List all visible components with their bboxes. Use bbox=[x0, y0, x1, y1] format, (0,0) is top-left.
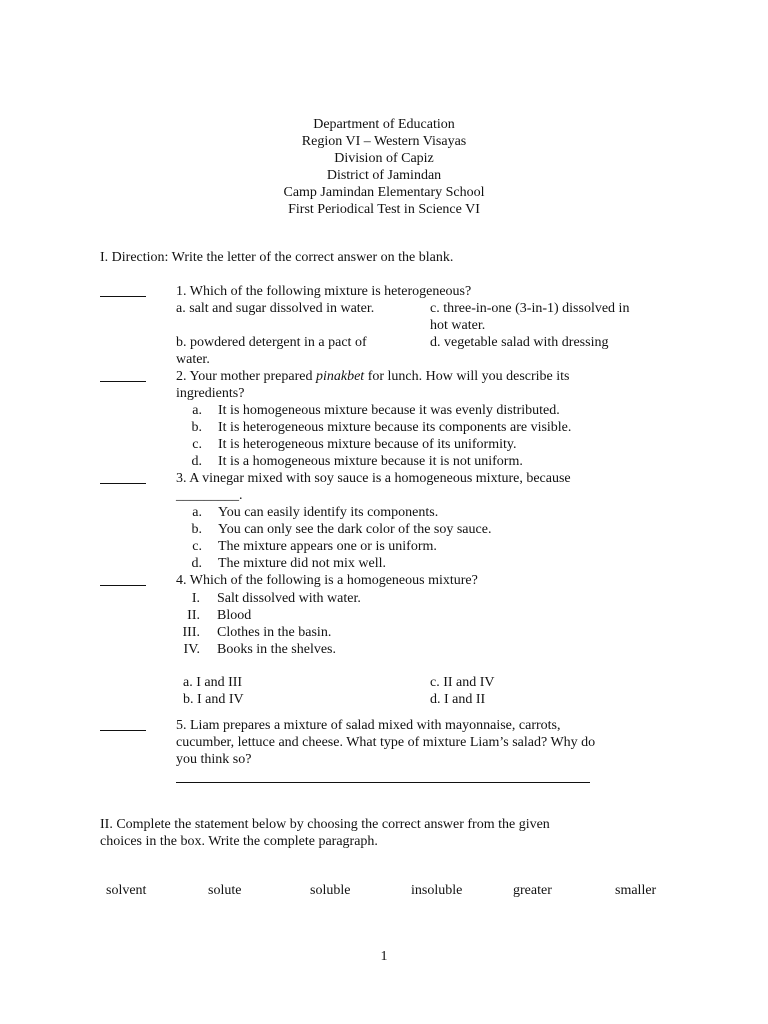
q3-option-letter: b. bbox=[191, 522, 202, 537]
q4-option-a: a. I and III bbox=[183, 675, 243, 690]
q3-option-text: The mixture appears one or is uniform. bbox=[218, 539, 437, 554]
q4-stem: 4. Which of the following is a homogeneous mixture? bbox=[176, 573, 478, 588]
choice-word: insoluble bbox=[411, 883, 463, 898]
q3-option-letter: d. bbox=[191, 556, 202, 571]
q2-option bbox=[176, 419, 571, 436]
q2-option-letter: d. bbox=[191, 454, 202, 469]
q3-option-text: The mixture did not mix well. bbox=[218, 556, 386, 571]
choice-word: greater bbox=[513, 883, 552, 898]
header-test-title: First Periodical Test in Science VI bbox=[288, 202, 480, 217]
q2-option-text: It is heterogeneous mixture because its components are visible. bbox=[218, 420, 572, 435]
q2-option-letter: b. bbox=[191, 420, 202, 435]
q1-stem: 1. Which of the following mixture is heterogeneous? bbox=[176, 284, 472, 299]
header-school: Camp Jamindan Elementary School bbox=[283, 185, 485, 200]
part1-direction: I. Direction: Write the letter of the correct answer on the blank. bbox=[100, 250, 454, 265]
q4-item-text: Books in the shelves. bbox=[217, 642, 336, 657]
header-district: District of Jamindan bbox=[326, 168, 442, 183]
choice-word: soluble bbox=[310, 883, 351, 898]
q1-option-c-line2: hot water. bbox=[430, 318, 486, 333]
q3-option-letter: a. bbox=[192, 505, 202, 520]
q5-stem-line1: 5. Liam prepares a mixture of salad mixed with mayonnaise, carrots, bbox=[176, 718, 561, 733]
q4-item-num: IV. bbox=[183, 642, 200, 657]
q4-item bbox=[164, 624, 331, 641]
q4-option-d: d. I and II bbox=[430, 692, 486, 707]
q3-stem-line2: _________. bbox=[176, 488, 243, 503]
q3-option-letter: c. bbox=[192, 539, 202, 554]
q2-option-letter: c. bbox=[192, 437, 202, 452]
q3-option bbox=[176, 538, 437, 555]
page-number: 1 bbox=[380, 949, 388, 964]
q2-stem-pre: 2. Your mother prepared bbox=[176, 369, 316, 384]
q2-option-letter: a. bbox=[192, 403, 202, 418]
q2-option-text: It is heterogeneous mixture because of its uniformity. bbox=[218, 437, 517, 452]
header-department: Department of Education bbox=[313, 117, 455, 132]
q3-answer-blank[interactable] bbox=[100, 483, 146, 484]
q3-option bbox=[176, 555, 386, 572]
q2-option-text: It is a homogeneous mixture because it is not uniform. bbox=[218, 454, 523, 469]
choice-word: smaller bbox=[615, 883, 657, 898]
q2-option bbox=[176, 453, 523, 470]
document-header bbox=[0, 116, 768, 218]
q2-option-text: It is homogeneous mixture because it was evenly distributed. bbox=[218, 403, 560, 418]
q4-option-b: b. I and IV bbox=[183, 692, 244, 707]
choice-word: solvent bbox=[106, 883, 147, 898]
q5-stem-line2: cucumber, lettuce and cheese. What type of mixture Liam’s salad? Why do bbox=[176, 735, 596, 750]
q4-option-c: c. II and IV bbox=[430, 675, 495, 690]
q3-option-text: You can only see the dark color of the soy sauce. bbox=[218, 522, 492, 537]
q4-item bbox=[164, 590, 361, 607]
choice-word: solute bbox=[208, 883, 242, 898]
header-region: Region VI – Western Visayas bbox=[301, 134, 467, 149]
q2-stem-line2: ingredients? bbox=[176, 386, 245, 401]
q2-stem bbox=[176, 368, 570, 385]
q3-option bbox=[176, 521, 491, 538]
q1-answer-blank[interactable] bbox=[100, 296, 146, 297]
q2-stem-post: for lunch. How will you describe its bbox=[364, 369, 570, 384]
q4-item-text: Blood bbox=[217, 608, 252, 623]
q1-option-b-line1: b. powdered detergent in a pact of bbox=[176, 335, 367, 350]
q5-answer-blank[interactable] bbox=[100, 730, 146, 731]
q1-option-b-line2: water. bbox=[176, 352, 210, 367]
part2-direction-line1: II. Complete the statement below by choosing the correct answer from the given bbox=[100, 817, 550, 832]
q4-item-num: I. bbox=[191, 591, 200, 606]
q4-item bbox=[164, 641, 336, 658]
q3-option bbox=[176, 504, 438, 521]
header-division: Division of Capiz bbox=[334, 151, 434, 166]
q4-item-text: Salt dissolved with water. bbox=[217, 591, 361, 606]
q4-answer-blank[interactable] bbox=[100, 585, 146, 586]
q2-answer-blank[interactable] bbox=[100, 381, 146, 382]
q1-option-d: d. vegetable salad with dressing bbox=[430, 335, 609, 350]
q5-answer-line[interactable] bbox=[176, 782, 590, 783]
q1-option-c-line1: c. three-in-one (3-in-1) dissolved in bbox=[430, 301, 630, 316]
q4-item-num: II. bbox=[187, 608, 200, 623]
q2-option bbox=[176, 402, 560, 419]
q4-item-text: Clothes in the basin. bbox=[217, 625, 332, 640]
part2-direction-line2: choices in the box. Write the complete paragraph. bbox=[100, 834, 378, 849]
q1-option-a: a. salt and sugar dissolved in water. bbox=[176, 301, 375, 316]
q4-item-num: III. bbox=[182, 625, 200, 640]
q4-item bbox=[164, 607, 251, 624]
q3-option-text: You can easily identify its components. bbox=[218, 505, 439, 520]
q5-stem-line3: you think so? bbox=[176, 752, 252, 767]
q2-option bbox=[176, 436, 516, 453]
q3-stem: 3. A vinegar mixed with soy sauce is a homogeneous mixture, because bbox=[176, 471, 571, 486]
q2-stem-italic: pinakbet bbox=[315, 369, 365, 384]
